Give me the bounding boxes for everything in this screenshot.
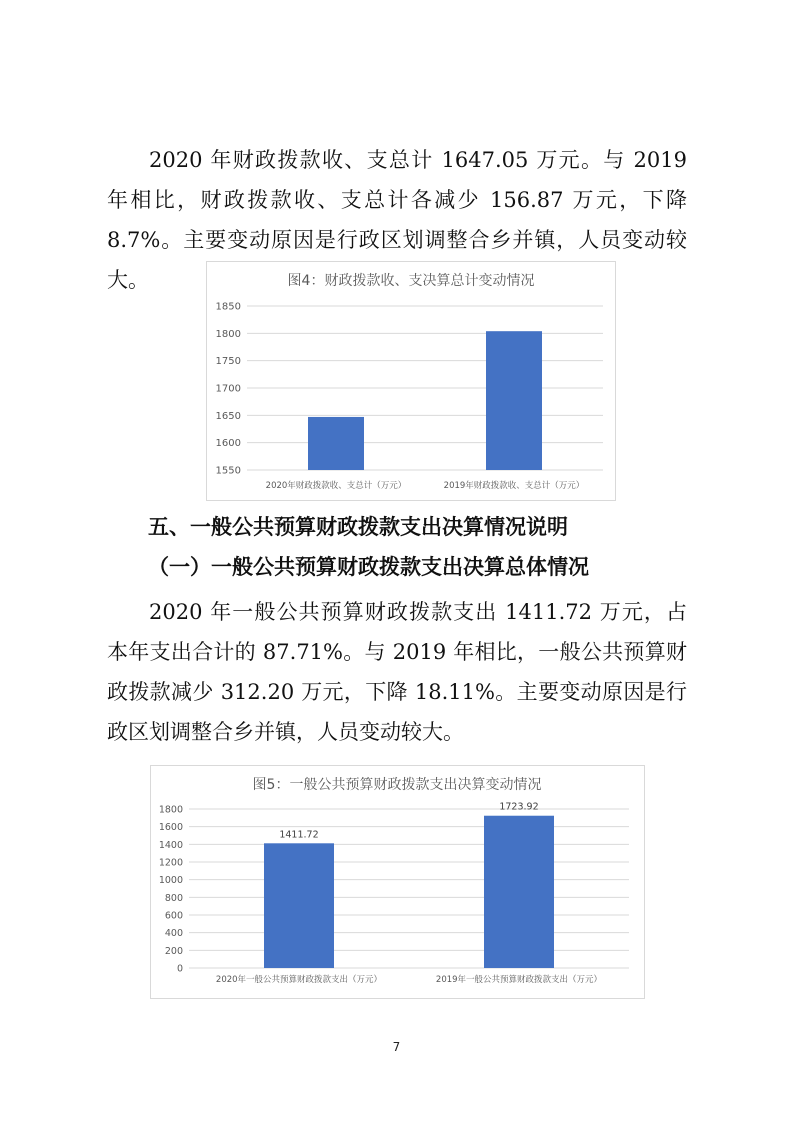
y-tick-label: 200: [164, 945, 183, 957]
bar: [484, 816, 554, 968]
chart-figure-5: [150, 765, 645, 999]
y-tick-label: 1200: [158, 857, 183, 869]
paragraph-financial-total: 2020 年财政拨款收、支总计 1647.05 万元。与 2019 年相比，财政拨款收、支总计各减少 156.87 万元，下降 8.7%。主要变动原因是行政区划调整合乡并镇，人员变动较大。: [107, 148, 687, 292]
y-tick-label: 1800: [158, 804, 183, 816]
paragraph-general-budget: 2020 年一般公共预算财政拨款支出 1411.72 万元，占本年支出合计的 87.71%。与 2019 年相比，一般公共预算财政拨款减少 312.20 万元，下降 18.11%。主要变动原因是行政区划调整合乡并镇，人员变动较大。: [107, 600, 687, 744]
chart-5-svg: [151, 766, 644, 998]
x-tick-label: 2019年财政拨款收、支总计（万元）: [443, 481, 585, 491]
y-tick-label: 1000: [158, 875, 183, 887]
y-tick-label: 1550: [215, 465, 241, 477]
subsection-heading: （一）一般公共预算财政拨款支出决算总体情况: [148, 555, 589, 579]
chart-title: 图5：一般公共预算财政拨款支出决算变动情况: [252, 777, 542, 793]
bar: [308, 417, 364, 470]
bar: [486, 331, 542, 470]
y-tick-label: 1850: [215, 301, 241, 313]
bar: [264, 843, 334, 968]
data-label: 1723.92: [499, 801, 539, 813]
x-tick-label: 2020年一般公共预算财政拨款支出（万元）: [215, 975, 383, 985]
chart-figure-4: [206, 261, 616, 501]
x-tick-label: 2020年财政拨款收、支总计（万元）: [265, 481, 407, 491]
y-tick-label: 0: [176, 963, 183, 975]
y-tick-label: 1600: [158, 822, 183, 834]
y-tick-label: 1400: [158, 839, 183, 851]
x-tick-label: 2019年一般公共预算财政拨款支出（万元）: [435, 975, 603, 985]
y-tick-label: 1700: [215, 383, 241, 395]
page-number: 7: [392, 1040, 401, 1054]
section-heading: 五、一般公共预算财政拨款支出决算情况说明: [148, 515, 568, 539]
y-tick-label: 400: [164, 928, 183, 940]
data-label: 1411.72: [279, 829, 319, 841]
chart-title: 图4：财政拨款收、支决算总计变动情况: [287, 273, 535, 289]
y-tick-label: 1750: [215, 356, 241, 368]
y-tick-label: 600: [164, 910, 183, 922]
y-tick-label: 1600: [215, 438, 241, 450]
y-tick-label: 800: [164, 892, 183, 904]
y-tick-label: 1800: [215, 328, 241, 340]
chart-4-svg: [207, 262, 615, 500]
y-tick-label: 1650: [215, 410, 241, 422]
